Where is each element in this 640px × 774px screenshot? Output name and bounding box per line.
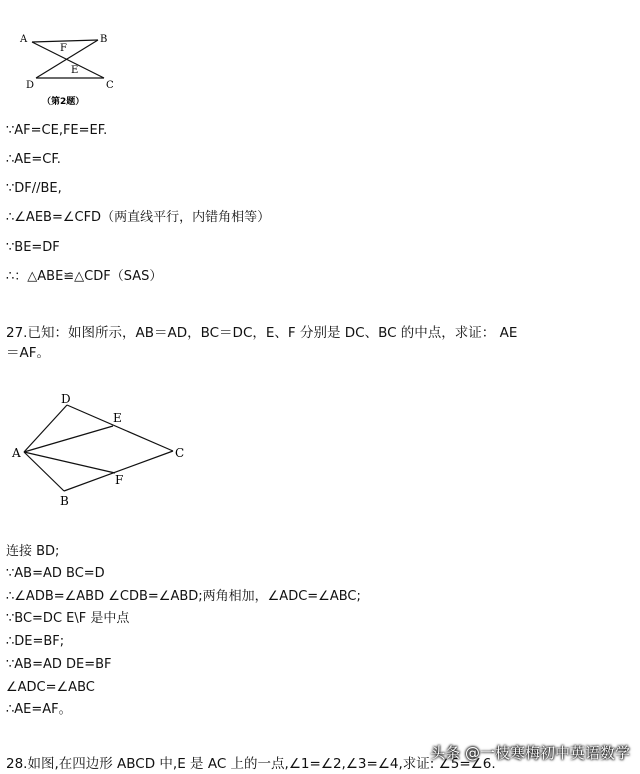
segment-bd xyxy=(36,40,98,78)
segment-ab xyxy=(24,452,64,491)
figure-1-caption: （第2题） xyxy=(42,97,85,107)
segment-ac xyxy=(32,42,104,78)
label-e: E xyxy=(71,65,79,76)
segment-ae xyxy=(24,426,113,452)
label-e: E xyxy=(113,411,122,425)
proof1-line-1: ∵AF=CE,FE=EF. xyxy=(6,123,108,138)
label-d: D xyxy=(26,80,35,91)
proof2-line-3: ∴∠ADB=∠ABD ∠CDB=∠ABD;两角相加，∠ADC=∠ABC; xyxy=(6,589,361,604)
label-c: C xyxy=(175,446,185,460)
q27-line-2: ＝AF。 xyxy=(6,345,51,361)
label-b: B xyxy=(100,34,108,45)
proof2-line-8: ∴AE=AF。 xyxy=(6,702,72,717)
proof2-line-4: ∵BC=DC E\F 是中点 xyxy=(6,611,130,626)
proof1-line-4: ∴∠AEB=∠CFD（两直线平行，内错角相等） xyxy=(6,210,271,225)
label-f: F xyxy=(115,473,124,487)
q27-line-1: 27.已知：如图所示，AB＝AD，BC＝DC，E、F 分别是 DC、BC 的中点，求证： AE xyxy=(6,325,518,341)
proof1-line-5: ∵BE=DF xyxy=(6,240,60,255)
q28-text: 28.如图,在四边形 ABCD 中,E 是 AC 上的一点,∠1=∠2,∠3=∠4,求证: ∠5=∠6. xyxy=(6,756,496,772)
label-a: A xyxy=(12,446,21,460)
label-f: F xyxy=(60,43,67,54)
segment-ab xyxy=(32,40,98,42)
label-c: C xyxy=(106,80,114,91)
proof1-line-6: ∴：△ABE≌△CDF（SAS） xyxy=(6,269,163,284)
label-b: B xyxy=(60,494,69,508)
proof2-line-1: 连接 BD; xyxy=(6,544,60,559)
proof1-line-2: ∴AE=CF. xyxy=(6,152,61,167)
segment-ad xyxy=(24,405,67,452)
figure-1-diagram xyxy=(10,28,130,110)
proof2-line-7: ∠ADC=∠ABC xyxy=(6,680,95,695)
segment-af xyxy=(24,452,115,473)
proof2-line-6: ∵AB=AD DE=BF xyxy=(6,657,112,672)
figure-2-diagram xyxy=(0,385,200,515)
proof1-line-3: ∵DF//BE, xyxy=(6,181,62,196)
label-a: A xyxy=(20,34,28,45)
proof2-line-5: ∴DE=BF; xyxy=(6,634,65,649)
label-d: D xyxy=(61,392,71,406)
proof2-line-2: ∵AB=AD BC=D xyxy=(6,566,105,581)
watermark: 头条 @一枝寒梅初中英语数学 xyxy=(430,744,630,762)
